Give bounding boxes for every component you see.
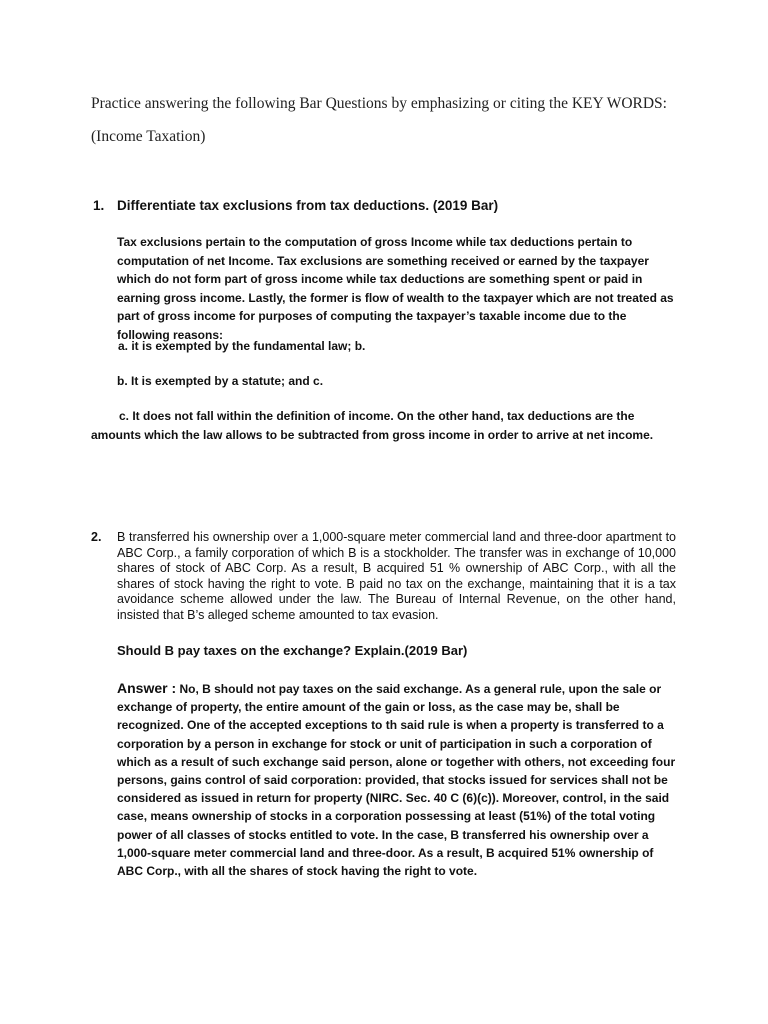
question-1-number: 1. xyxy=(93,198,105,213)
intro-text: Practice answering the following Bar Questions by emphasizing or citing the KEY WORDS: xyxy=(91,95,667,112)
question-2-text: Should B pay taxes on the exchange? Explain.(2019 Bar) xyxy=(117,643,468,658)
list-item-b: b. It is exempted by a statute; and c. xyxy=(117,374,324,388)
intro-subtitle: (Income Taxation) xyxy=(91,128,206,145)
question-1-heading xyxy=(93,198,498,213)
answer-text: No, B should not pay taxes on the said exchange. As a general rule, upon the sale or exchange of property, the entire amount of the gain or loss, as the case may be, shall be recognized. One of the accepted exceptions to th said rule is when a property is transferred to a corporation by a person in exchange for stock or unit of participation in such a corporation of which as a result of such exchange said person, alone or together with others, not exceeding four persons, gains control of said corporation: provided, that stocks issued for services shall not be considered as issued in return for property (NIRC. Sec. 40 C (6)(c)). Moreover, control, in the said case, means ownership of stocks in a corporation possessing at least (51%) of the total voting power of all classes of stocks entitled to vote. In the case, B transferred his ownership over a 1,000-square meter commercial land and three-door. As a result, B acquired 51% ownership of ABC Corp., with all the shares of stock having the right to vote. xyxy=(117,682,676,879)
question-1-text: Differentiate tax exclusions from tax deductions. (2019 Bar) xyxy=(117,198,499,213)
list-item-a: a. it is exempted by the fundamental law; b. xyxy=(118,339,366,353)
question-1-answer-paragraph xyxy=(117,233,677,344)
answer-label: Answer : xyxy=(117,680,177,696)
question-2-answer xyxy=(117,679,682,880)
question-2-number: 2. xyxy=(91,530,102,544)
list-item-c-text: c. It does not fall within the definition of income. On the other hand, tax deductions are the amounts which the law allows to be subtracted from gross income in order to arrive at net income. xyxy=(91,409,654,442)
question-2-block xyxy=(91,530,676,623)
question-2-facts: B transferred his ownership over a 1,000-square meter commercial land and three-door apartment to ABC Corp., a family corporation of which B is a stockholder. The transfer was in exchange of 10,000 shares of stock of ABC Corp. As a result, B acquired 51 % ownership of ABC Corp., with all the shares of stock having the right to vote. B paid no tax on the exchange, maintaining that it is a tax avoidance scheme allowed under the law. The Bureau of Internal Revenue, on the other hand, insisted that B’s alleged scheme amounted to tax evasion. xyxy=(117,530,676,622)
question-1-paragraph-text: Tax exclusions pertain to the computation of gross Income while tax deductions pertain to computation of net Income. Tax exclusions are something received or earned by the taxpayer which do not form part of gross income while tax deductions are something spent or paid in earning gross income. Lastly, the former is flow of wealth to the taxpayer which are not treated as part of gross income for purposes of computing the taxpayer’s taxable income due to the following reasons: xyxy=(117,235,674,342)
list-item-c xyxy=(91,407,681,444)
